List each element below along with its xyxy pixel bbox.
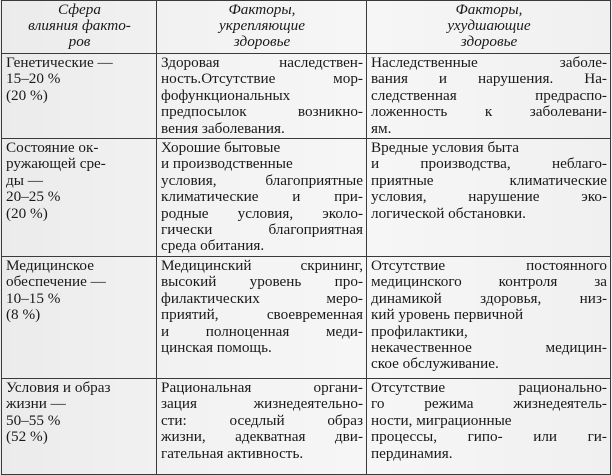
header-strengthening: Факторы, укрепляющие здоровье: [157, 1, 367, 54]
cell-strengthening: Рациональная органи- зация жизнедеятельно- сти: оседлый образ жизни, адекватная дви- гательная активность.: [157, 379, 367, 475]
table-row-lifestyle: [2, 379, 611, 475]
cell-strengthening: Здоровая наследствен- ность.Отсутствие мор- фофункциональных предпосылок возникно- вения заболевания.: [157, 54, 367, 139]
table-row-genetic: [2, 54, 611, 139]
cell-strengthening: Хорошие бытовые и производственные условия, благоприятные климатические и при- родные условия, эколо- гически благоприятная среда обитания.: [157, 139, 367, 257]
cell-sphere: Условия и образ жизни — 50–55 % (52 %): [2, 379, 157, 475]
cell-sphere: Генетические — 15–20 % (20 %): [2, 54, 157, 139]
cell-worsening: Наследственные заболе- вания и нарушения. На- следственная предраспо- ложенность к заболевани- ям.: [367, 54, 611, 139]
cell-sphere: Состояние ок- ружающей сре- ды — 20–25 % (20 %): [2, 139, 157, 257]
cell-worsening: Отсутствие рационально- го режима жизнедеятель- ности, миграционные процессы, гипо- или ги- пердинамия.: [367, 379, 611, 475]
cell-strengthening: Медицинский скрининг, высокий уровень про- филактических меро- приятий, своевременная и полноценная меди- цинская помощь.: [157, 257, 367, 379]
health-factors-table: [1, 0, 611, 475]
cell-worsening: Вредные условия быта и производства, неблаго- приятные климатические условия, нарушение эко- логической обстановки.: [367, 139, 611, 257]
header-worsening: Факторы, ухудшающие здоровье: [367, 1, 611, 54]
table-header-row: [2, 1, 611, 54]
cell-sphere: Медицинское обеспечение — 10–15 % (8 %): [2, 257, 157, 379]
table-row-medical: [2, 257, 611, 379]
cell-worsening: Отсутствие постоянного медицинского контроля за динамикой здоровья, низ- кий уровень первичной профилактики, некачественное медицин- ское обслуживание.: [367, 257, 611, 379]
table-row-environment: [2, 139, 611, 257]
header-sphere: Сфера влияния факто- ров: [2, 1, 157, 54]
